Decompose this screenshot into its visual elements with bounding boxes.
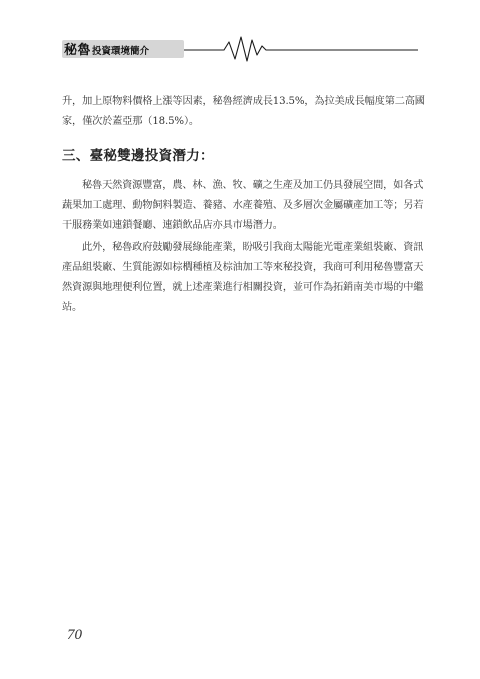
body-paragraph <box>62 176 424 236</box>
text-line: 然資源與地理便利位置，就上述產業進行相關投資，並可作為拓銷南美市場的中繼 <box>62 282 424 293</box>
running-header <box>0 30 480 70</box>
text-line: 干服務業如連鎖餐廳、連鎖飲品店亦具市場潛力。 <box>62 220 283 231</box>
text-line: 家，僅次於蓋亞那（18.5%）。 <box>62 116 199 127</box>
header-title-sub: 投資環境簡介 <box>92 46 150 57</box>
intro-paragraph <box>62 92 424 132</box>
heartbeat-line-icon <box>0 30 480 70</box>
header-title-main: 秘魯 <box>64 43 92 58</box>
text-line: 產品組裝廠、生質能源如棕櫚種植及棕油加工等來秘投資，我商可利用秘魯豐富天 <box>62 262 424 273</box>
text-line: 此外，秘魯政府鼓勵發展綠能產業，盼吸引我商太陽能光電產業組裝廠、資訊 <box>82 242 424 253</box>
body-paragraph <box>62 238 424 318</box>
text-line: 秘魯天然資源豐富，農、林、漁、牧、礦之生產及加工仍具發展空間，如各式 <box>82 180 424 191</box>
text-line: 蔬果加工處理、動物飼料製造、養豬、水產養殖、及多層次金屬礦產加工等；另若 <box>62 200 424 211</box>
page-number: 70 <box>67 627 82 643</box>
text-line: 升，加上原物料價格上漲等因素，秘魯經濟成長13.5%，為拉美成長幅度第二高國 <box>62 96 425 107</box>
text-line: 站。 <box>62 302 83 313</box>
section-heading: 三、臺秘雙邊投資潛力： <box>62 148 214 164</box>
